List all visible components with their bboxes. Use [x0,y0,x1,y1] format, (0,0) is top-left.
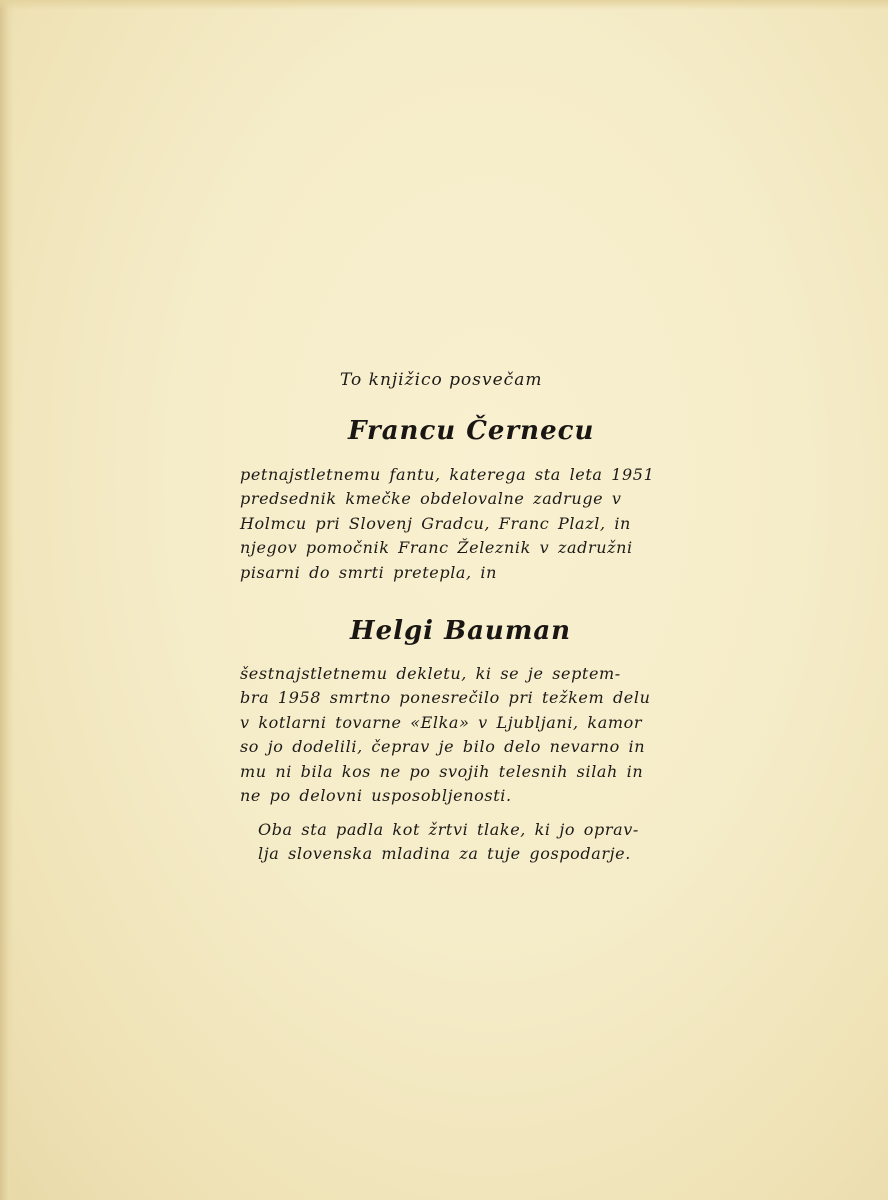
recipient-2-description [240,662,660,808]
text-line: mu ni bila kos ne po svojih telesnih silah in [240,761,644,781]
recipient-name-2: Helgi Bauman [350,616,572,646]
text-line: šestnajstletnemu dekletu, ki se je septem- [240,664,621,683]
recipient-1-description [240,463,660,585]
text-line: bra 1958 smrtno ponesrečilo pri težkem delu [240,688,651,708]
text-line: pisarni do smrti pretepla, in [240,562,498,582]
text-line: predsednik kmečke obdelovalne zadruge v [240,489,622,509]
text-line: petnajstletnemu fantu, katerega sta leta 1951 [240,465,655,484]
closing-statement [240,818,660,867]
recipient-name-1: Francu Černecu [348,416,595,446]
text-line: v kotlarni tovarne «Elka» v Ljubljani, kamor [240,712,643,732]
page-top-shadow [0,0,888,10]
text-line: Oba sta padla kot žrtvi tlake, ki jo oprav- [258,820,639,839]
text-line: ne po delovni usposobljenosti. [240,786,512,806]
dedication-intro: To knjižico posvečam [340,370,543,390]
text-line: njegov pomočnik Franc Železnik v zadružni [240,538,633,558]
text-line: lja slovenska mladina za tuje gospodarje. [258,844,631,864]
page-edge-shadow [0,0,14,1200]
text-line: Holmcu pri Slovenj Gradcu, Franc Plazl, in [240,513,631,533]
text-line: so jo dodelili, čeprav je bilo delo nevarno in [240,737,646,757]
